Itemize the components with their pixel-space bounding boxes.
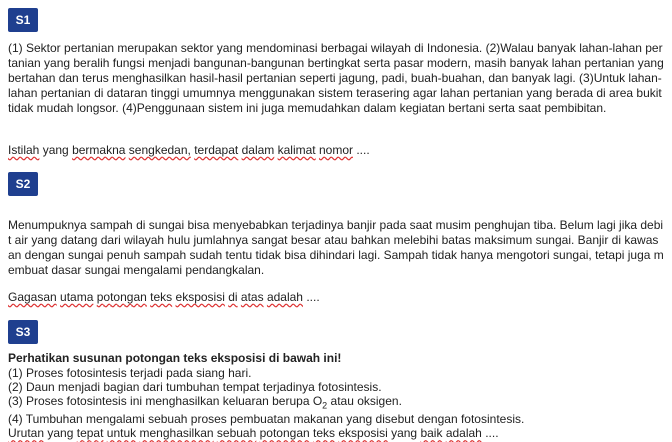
list-item: (1) Proses fotosintesis terjadi pada siang hari. [8, 366, 252, 380]
question-word: yang [47, 426, 74, 441]
question-word: yang [391, 426, 418, 441]
section-s1-paragraph: (1) Sektor pertanian merupakan sektor yang mendominasi berbagai wilayah di Indonesia. (2)Walau banyak lahan-lahan pertanian yang beralih fungsi menjadi bangunan-bangunan bertingkat serta pasar modern, masih banyak lahan pertanian yang bertahan dan terus menghasilkan hasil-hasil pertanian seperti jagung, padi, buah-buahan, dan banyak lagi. (3)Untuk lahan-lahan pertanian di dataran tinggi umumnya menggunakan sistem terasering agar lahan pertanian yang berada di area bukit tidak mudah longsor. (4)Penggunaan sistem ini juga memudahkan dalam kegiatan bertani serta saat pembibitan. [8, 41, 664, 115]
list-item-text: (3) Proses fotosintesis ini menghasilkan keluaran berupa O [8, 394, 323, 408]
question-word: untuk [106, 426, 137, 441]
question-word: potongan [96, 290, 147, 304]
question-word: .... [485, 426, 499, 441]
list-item [8, 394, 664, 412]
question-word: menghasilkan [139, 426, 214, 441]
section-s3-body [8, 351, 664, 441]
section-badge-s1: S1 [8, 8, 38, 32]
question-word: Gagasan [8, 290, 57, 304]
question-word: atas [240, 290, 264, 304]
question-word: sebuah [216, 426, 257, 441]
section-s2-question [8, 290, 664, 305]
question-word: sengkedan, [128, 143, 191, 157]
list-item: (2) Daun menjadi bagian dari tumbuhan tempat terjadinya fotosintesis. [8, 380, 382, 394]
question-word: adalah [445, 426, 482, 441]
question-word: .... [356, 143, 370, 157]
question-word: nomor [318, 143, 353, 157]
section-s3-list [8, 366, 664, 426]
section-s1-question [8, 143, 664, 158]
question-word: bermakna [72, 143, 126, 157]
question-word: kalimat [277, 143, 316, 157]
section-badge-s3: S3 [8, 320, 38, 344]
question-word: .... [306, 290, 320, 304]
question-word: adalah [266, 290, 303, 304]
question-word: di [228, 290, 238, 304]
question-word: teks [150, 290, 173, 304]
list-item: (4) Tumbuhan mengalami sebuah proses pembuatan makanan yang disebut dengan fotosintesis. [8, 412, 525, 427]
question-word: eksposisi [175, 290, 225, 304]
section-s2-paragraph: Menumpuknya sampah di sungai bisa menyebabkan terjadinya banjir pada saat musim penghujan tiba. Belum lagi jika debit air yang datang dari wilayah hulu jumlahnya sangat besar atau bahkan melebihi batas maksimum sungai. Banjir di kawasan dengan sungai penuh sampah sudah tentu tidak bisa dihindari lagi. Sampah tidak hanya mengotori sungai, tetapi juga membuat dasar sungai mengalami pendangkalan. [8, 218, 664, 277]
question-word: baik [420, 426, 443, 441]
question-word: eksposisi [338, 426, 388, 441]
section-badge-s2: S2 [8, 172, 38, 196]
question-word: dalam [241, 143, 275, 157]
question-word: yang [42, 143, 69, 157]
question-word: potongan [259, 426, 310, 441]
question-word: utama [60, 290, 94, 304]
question-word: tepat [76, 426, 104, 441]
section-s3-title: Perhatikan susunan potongan teks eksposisi di bawah ini! [8, 351, 342, 365]
question-word: Urutan [8, 426, 45, 441]
question-word: Istilah [8, 143, 40, 157]
subscript: 2 [322, 400, 328, 411]
question-word: teks [313, 426, 336, 441]
section-s3-question [8, 426, 664, 441]
list-item-tail: atau oksigen. [327, 394, 402, 408]
question-word: terdapat [194, 143, 239, 157]
